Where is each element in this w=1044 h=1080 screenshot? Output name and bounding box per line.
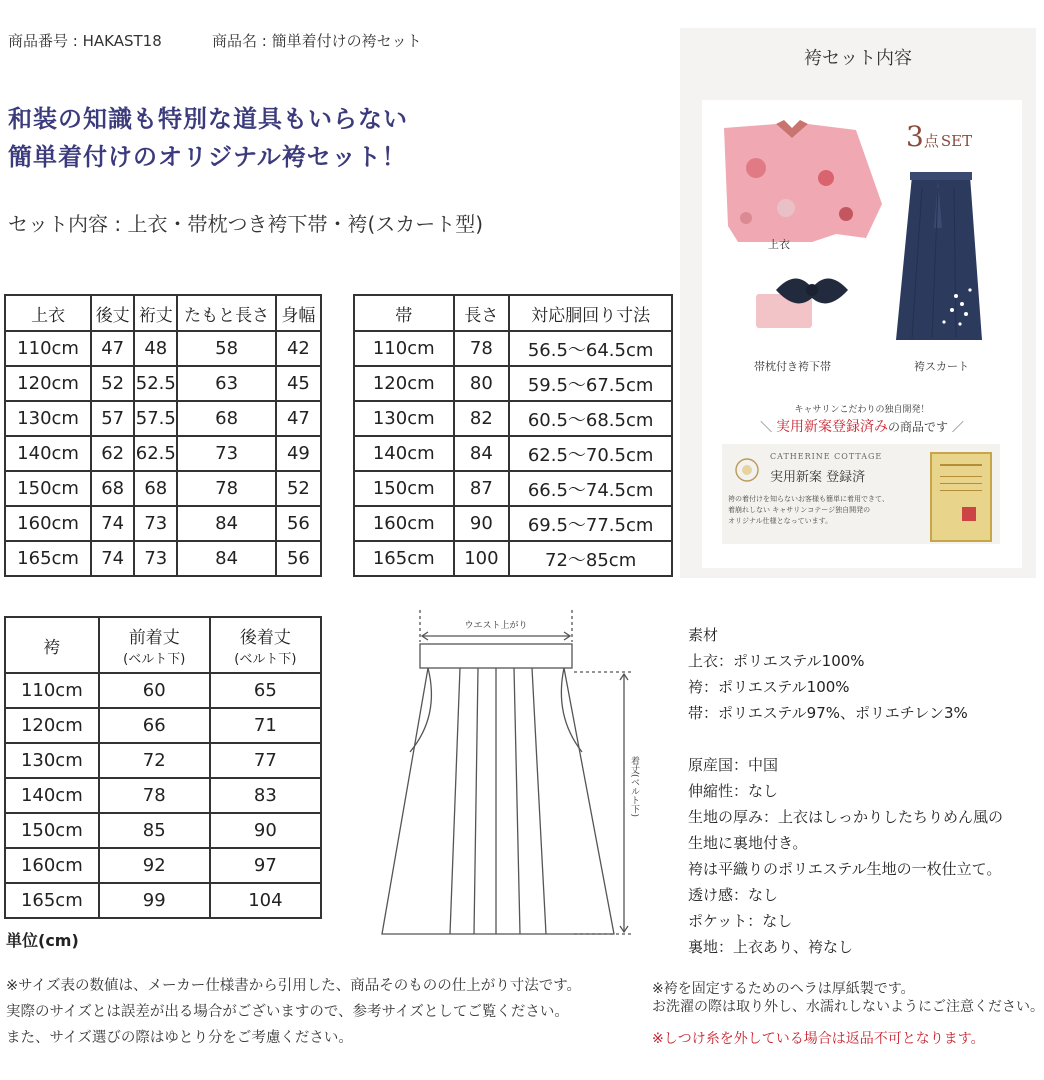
table-row	[354, 506, 672, 541]
cell: 60.5〜68.5cm	[509, 401, 672, 436]
badge-desc-line: 袴の着付けを知らないお客様も簡単に着用できて、	[728, 495, 889, 503]
note-left: ※サイズ表の数値は、メーカー仕様書から引用した、商品そのものの仕上がり寸法です。	[6, 978, 582, 994]
hakama-header-sub: (ベルト下)	[234, 652, 297, 667]
length-label: 着丈(ベルト下)	[629, 756, 639, 818]
hakama-header	[210, 617, 321, 673]
top-header: 裄丈	[134, 295, 177, 331]
cell: 65	[210, 673, 321, 708]
cell: 74	[91, 541, 134, 576]
cell: 104	[210, 883, 321, 918]
spec-line: 袴は平織りのポリエステル生地の一枚仕立て。	[688, 860, 1002, 878]
hakama-header	[99, 617, 210, 673]
product-illustrations	[716, 118, 1016, 358]
table-row	[5, 366, 321, 401]
cell: 45	[276, 366, 321, 401]
promo-big: 実用新案登録済み	[775, 419, 888, 435]
obi-header: 長さ	[454, 295, 510, 331]
cell: 47	[276, 401, 321, 436]
cell: 73	[134, 541, 177, 576]
badge-desc-line: オリジナル仕様となっています。	[728, 517, 833, 525]
table-row	[5, 743, 321, 778]
cell: 99	[99, 883, 210, 918]
cell: 56	[276, 506, 321, 541]
cell: 87	[454, 471, 510, 506]
top-size-table	[4, 294, 322, 577]
certificate-image	[930, 452, 992, 542]
table-row	[5, 673, 321, 708]
cell: 100	[454, 541, 510, 576]
cell: 130cm	[354, 401, 454, 436]
cell: 90	[210, 813, 321, 848]
cell: 57.5	[134, 401, 177, 436]
set-contents: セット内容 : 上衣・帯枕つき袴下帯・袴(スカート型)	[8, 212, 484, 236]
kimono-top-image	[724, 120, 882, 242]
badge-title: 実用新案 登録済	[770, 470, 866, 485]
set-count-suffix: 点	[923, 132, 939, 150]
cell: 74	[91, 506, 134, 541]
cell: 84	[177, 506, 275, 541]
cell: 150cm	[354, 471, 454, 506]
spec-line: 生地の厚み：上衣はしっかりしたちりめん風の	[688, 808, 1004, 826]
cell: 68	[177, 401, 275, 436]
cell: 150cm	[5, 471, 91, 506]
cell: 62.5〜70.5cm	[509, 436, 672, 471]
material-line: 上衣：ポリエステル100%	[688, 652, 865, 670]
product-number: 商品番号 : HAKAST18	[8, 32, 162, 50]
cell: 63	[177, 366, 275, 401]
cell: 84	[454, 436, 510, 471]
promo-line: ＼ 実用新案登録済みの商品です ／	[760, 419, 964, 435]
note-right-warning: ※しつけ糸を外している場合は返品不可となります。	[652, 1031, 985, 1047]
table-row	[354, 331, 672, 366]
crest-icon	[732, 454, 762, 490]
hakama-size-table	[4, 616, 322, 919]
promo-small: キャサリンこだわりの独自開発！	[794, 405, 930, 415]
table-row	[5, 813, 321, 848]
badge-desc	[728, 494, 889, 527]
table-row	[5, 506, 321, 541]
cell: 71	[210, 708, 321, 743]
cell: 83	[210, 778, 321, 813]
cell: 140cm	[5, 436, 91, 471]
table-row	[5, 848, 321, 883]
cell: 84	[177, 541, 275, 576]
spec-line: ポケット：なし	[688, 912, 793, 930]
table-row	[5, 436, 321, 471]
table-row	[5, 883, 321, 918]
item-skirt-label: 袴スカート	[914, 360, 969, 373]
note-left: また、サイズ選びの際はゆとり分をご考慮ください。	[6, 1030, 353, 1046]
note-right: ※袴を固定するためのヘラは厚紙製です。	[652, 981, 915, 997]
table-row	[354, 401, 672, 436]
material-line: 帯：ポリエステル97%、ポリエチレン3%	[688, 704, 968, 722]
cell: 130cm	[5, 401, 91, 436]
item-obi-label: 帯枕付き袴下帯	[754, 360, 831, 373]
unit-label: 単位(cm)	[6, 931, 79, 950]
top-header: 後丈	[91, 295, 134, 331]
cell: 42	[276, 331, 321, 366]
cell: 140cm	[354, 436, 454, 471]
cell: 72	[99, 743, 210, 778]
cell: 58	[177, 331, 275, 366]
hakama-skirt-image	[896, 172, 982, 340]
spec-line: 原産国：中国	[688, 756, 779, 774]
cell: 52	[91, 366, 134, 401]
hakama-header-main: 前着丈	[128, 628, 180, 648]
cell: 62.5	[134, 436, 177, 471]
cell: 92	[99, 848, 210, 883]
cell: 62	[91, 436, 134, 471]
cell: 110cm	[5, 331, 91, 366]
spec-line: 裏地：上衣あり、袴なし	[688, 938, 854, 956]
cell: 56.5〜64.5cm	[509, 331, 672, 366]
item-top-label: 上衣	[768, 238, 790, 251]
spec-line: 透け感：なし	[688, 886, 779, 904]
panel-title: 袴セット内容	[804, 48, 912, 69]
cell: 82	[454, 401, 510, 436]
hakama-header-main: 後着丈	[239, 628, 291, 648]
cell: 165cm	[354, 541, 454, 576]
table-row	[5, 541, 321, 576]
materials-title: 素材	[688, 626, 719, 644]
obi-header: 対応胴回り寸法	[509, 295, 672, 331]
table-row	[5, 471, 321, 506]
cell: 160cm	[5, 848, 99, 883]
top-header: たもと長さ	[177, 295, 275, 331]
cell: 66	[99, 708, 210, 743]
table-row	[354, 471, 672, 506]
product-name: 商品名 : 簡単着付けの袴セット	[212, 32, 422, 50]
cell: 150cm	[5, 813, 99, 848]
patent-badge	[722, 444, 1000, 544]
cell: 110cm	[5, 673, 99, 708]
cell: 165cm	[5, 883, 99, 918]
table-row	[5, 401, 321, 436]
cell: 90	[454, 506, 510, 541]
cell: 140cm	[5, 778, 99, 813]
cell: 56	[276, 541, 321, 576]
cell: 60	[99, 673, 210, 708]
cell: 97	[210, 848, 321, 883]
obi-header: 帯	[354, 295, 454, 331]
hakama-header: 袴	[5, 617, 99, 673]
note-left: 実際のサイズとは誤差が出る場合がございますので、参考サイズとしてご覧ください。	[6, 1004, 569, 1020]
cell: 57	[91, 401, 134, 436]
table-row	[354, 436, 672, 471]
brand-name: CATHERINE COTTAGE	[770, 452, 883, 461]
table-row	[5, 708, 321, 743]
hakama-header-sub: (ベルト下)	[123, 652, 186, 667]
cell: 110cm	[354, 331, 454, 366]
cell: 165cm	[5, 541, 91, 576]
cell: 48	[134, 331, 177, 366]
spec-line: 生地に裏地付き。	[688, 834, 808, 852]
headline-line1: 和装の知識も特別な道具もいらない	[8, 104, 408, 133]
set-count: 3	[906, 120, 924, 153]
headline	[8, 100, 408, 176]
obi-size-table	[353, 294, 673, 577]
cell: 78	[99, 778, 210, 813]
cell: 69.5〜77.5cm	[509, 506, 672, 541]
material-line: 袴：ポリエステル100%	[688, 678, 850, 696]
cell: 77	[210, 743, 321, 778]
cell: 120cm	[5, 366, 91, 401]
cell: 68	[134, 471, 177, 506]
cell: 59.5〜67.5cm	[509, 366, 672, 401]
cell: 49	[276, 436, 321, 471]
spec-line: 伸縮性：なし	[688, 782, 779, 800]
cell: 160cm	[354, 506, 454, 541]
cell: 85	[99, 813, 210, 848]
hakama-diagram	[370, 606, 650, 940]
cell: 120cm	[354, 366, 454, 401]
top-header: 上衣	[5, 295, 91, 331]
cell: 47	[91, 331, 134, 366]
headline-line2: 簡単着付けのオリジナル袴セット！	[8, 142, 407, 171]
cell: 78	[177, 471, 275, 506]
set-word: SET	[940, 132, 973, 150]
table-row	[5, 778, 321, 813]
cell: 52.5	[134, 366, 177, 401]
cell: 73	[134, 506, 177, 541]
obi-belt-image	[756, 278, 848, 328]
table-row	[354, 366, 672, 401]
cell: 80	[454, 366, 510, 401]
badge-desc-line: 着崩れしない キャサリンコテージ独自開発の	[728, 506, 871, 514]
cell: 120cm	[5, 708, 99, 743]
cell: 160cm	[5, 506, 91, 541]
cell: 73	[177, 436, 275, 471]
cell: 66.5〜74.5cm	[509, 471, 672, 506]
cell: 68	[91, 471, 134, 506]
cell: 130cm	[5, 743, 99, 778]
table-row	[354, 541, 672, 576]
cell: 78	[454, 331, 510, 366]
cell: 72〜85cm	[509, 541, 672, 576]
note-right: お洗濯の際は取り外し、水濡れしないようにご注意ください。	[652, 999, 1044, 1015]
promo-suffix: の商品です	[887, 420, 948, 434]
cell: 52	[276, 471, 321, 506]
table-row	[5, 331, 321, 366]
top-header: 身幅	[276, 295, 321, 331]
waist-label: ウエスト上がり	[464, 621, 528, 631]
